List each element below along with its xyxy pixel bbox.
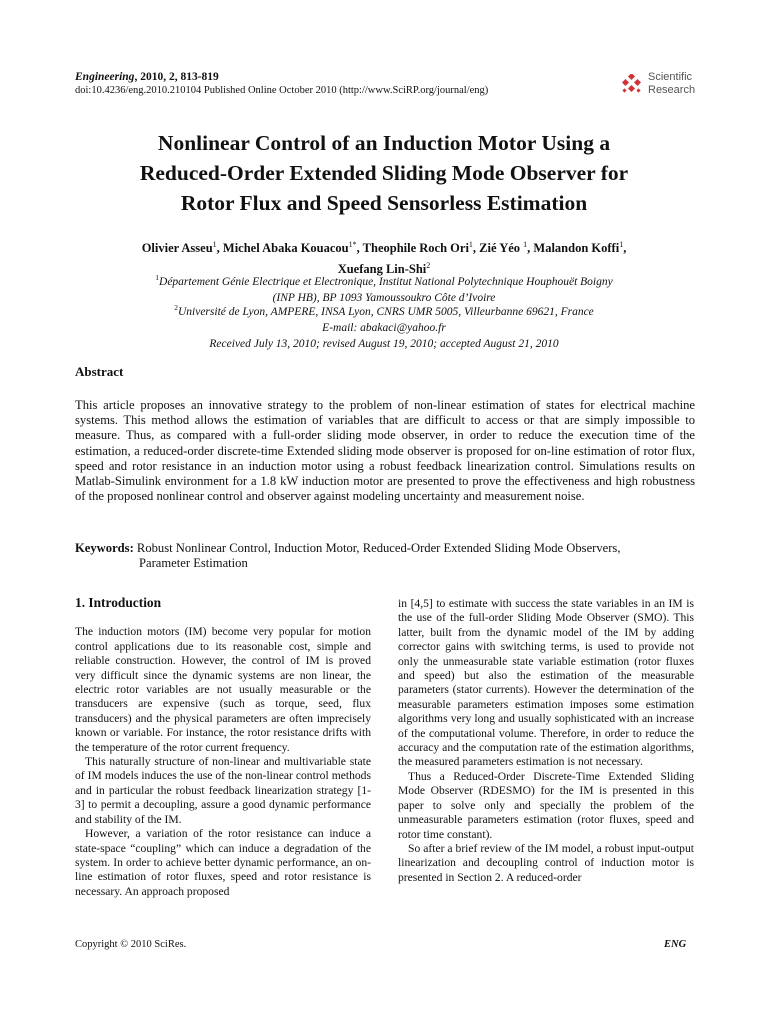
keywords-line-2: Parameter Estimation [139, 556, 248, 571]
doi-line: doi:10.4236/eng.2010.210104 Published Online October 2010 (http://www.SciRP.org/journal/eng) [75, 85, 489, 96]
paragraph: So after a brief review of the IM model, a robust input-output linearization and decoupling control of induction motor is presented in Section 2. A reduced-order [398, 841, 694, 884]
left-column [75, 596, 371, 899]
received-dates: Received July 13, 2010; revised August 19, 2010; accepted August 21, 2010 [209, 337, 559, 350]
abstract-body: This article proposes an innovative strategy to the problem of non-linear estimation of states for electrical machine systems. This method allows the estimation of variables that are difficult to access or that are simply impossible to measure. Thus, as compared with a full-order sliding mode observer, in order to reduce the execution time of the estimation, a reduced-order discrete-time Extended sliding mode observer is proposed for on-line estimation of rotor flux, speed and rotor resistance in an induction motor using a robust feedback linearization control. Simulations results on Matlab-Simulink environment for a 1.8 kW induction motor are presented to prove the effectiveness and high robustness of the proposed nonlinear control and observer against modeling uncertainty and measurement noise. [75, 398, 695, 504]
affil-text: (INP HB), BP 1093 Yamoussoukro Côte d’Ivoire [272, 291, 496, 304]
logo-text-line2: Research [648, 83, 696, 96]
paragraph: in [4,5] to estimate with success the state variables in an IM is the use of the full-order Sliding Mode Observer (SMO). This latter, built from the dynamic model of the IM by adding corrector gains with switching terms, is used to provide not only the unmeasurable state variable estimation (rotor fluxes and speed) but also the estimation of the measurable parameters (stator currents). However the determination of the measurable parameters estimation imposes some estimation algorithms very long and usually sophisticated with an increase of the computational volume. Therefore, in order to reduce the accuracy and the computation rate of the estimation algorithms, the measured parameters estimation is not necessary. [398, 597, 694, 769]
paragraph: Thus a Reduced-Order Discrete-Time Extended Sliding Mode Observer (RDESMO) for the IM is presented in this paper to solve only and specially the problem of the unmeasurable parameters estimation (rotor fluxes, speed and rotor time constant). [398, 769, 694, 841]
journal-citation [75, 70, 219, 84]
author-affil-mark: 1 [523, 240, 528, 249]
logo-text-line1: Scientific [648, 71, 693, 83]
affil-text: Université de Lyon, AMPERE, INSA Lyon, CNRS UMR 5005, Villeurbanne 69621, France [177, 305, 594, 318]
right-column [398, 597, 694, 885]
author-affil-mark: 1 [619, 240, 624, 249]
keywords-line-1: Robust Nonlinear Control, Induction Motor, Reduced-Order Extended Sliding Mode Observers, [133, 541, 621, 555]
author-line-1: Olivier Asseu$^1$, Michel Abaka Kouacou$^{1*}$, Theophile Roch Ori$^1$, Zié Yéo $^1$, Malandon Koffi$^1$, [141, 240, 627, 256]
journal-abbreviation: ENG [664, 939, 687, 950]
author-name: Olivier Asseu [141, 241, 213, 256]
scientific-research-logo-icon [620, 74, 644, 96]
title-line-3: Rotor Flux and Speed Sensorless Estimation [180, 191, 588, 215]
affiliation-2 [60, 300, 708, 352]
author-name: Michel Abaka Kouacou [222, 241, 349, 256]
title-line-1: Nonlinear Control of an Induction Motor Using a [157, 131, 611, 155]
section-heading: 1. Introduction [75, 595, 162, 610]
paper-title [60, 128, 708, 218]
paragraph: This naturally structure of non-linear and multivariable state of IM models induces the use of the non-linear control methods and in particular the robust feedback linearization strategy [1-3] to permit a decoupling, assure a good dynamic performance and stability of the IM. [75, 755, 371, 826]
abstract-heading: Abstract [75, 364, 124, 379]
journal-volume-pages: , 2010, 2, 813-819 [134, 71, 219, 83]
publisher-logo [620, 71, 710, 99]
author-affil-mark: 1* [348, 240, 357, 249]
affil-text: Département Génie Electrique et Electronique, Institut National Polytechnique Houphouët Boigny [159, 275, 613, 288]
keywords [75, 541, 695, 571]
journal-name: Engineering [75, 71, 135, 83]
keywords-label: Keywords: [75, 541, 134, 555]
title-line-2: Reduced-Order Extended Sliding Mode Observer for [139, 161, 629, 185]
email-line: E-mail: abakaci@yahoo.fr [322, 321, 446, 334]
logo-text [648, 71, 695, 96]
affil-mark: 2 [174, 303, 178, 312]
author-name: Theophile Roch Ori [362, 241, 469, 256]
paragraph: However, a variation of the rotor resistance can induce a state-space “coupling” which can induce a degradation of the system. In order to achieve better dynamic performance, an on-line estimation of rotor fluxes, speed and rotor resistance is necessary. An approach proposed [75, 827, 371, 898]
copyright-footer: Copyright © 2010 SciRes. [75, 939, 187, 950]
author-name: Xuefang Lin-Shi [337, 262, 427, 277]
paragraph: The induction motors (IM) become very popular for motion control applications due to its reasonable cost, simple and reliable construction. However, the control of IM is proved very difficult since the dynamic systems are non linear, the electric rotor variables are not usually measurable or the transducers are expensive (such as torque, seed, flux transducers) and the physical parameters are often imprecisely known or variable. For instance, the rotor resistance drifts with the temperature of the rotor current frequency. [75, 625, 371, 754]
author-affil-mark: 1 [212, 240, 217, 249]
affil-mark: 1 [155, 273, 160, 282]
author-affil-mark: 1 [468, 240, 473, 249]
author-affil-mark: 2 [426, 261, 431, 271]
author-name: Zié Yéo [479, 241, 521, 256]
author-name: Malandon Koffi [533, 241, 620, 256]
